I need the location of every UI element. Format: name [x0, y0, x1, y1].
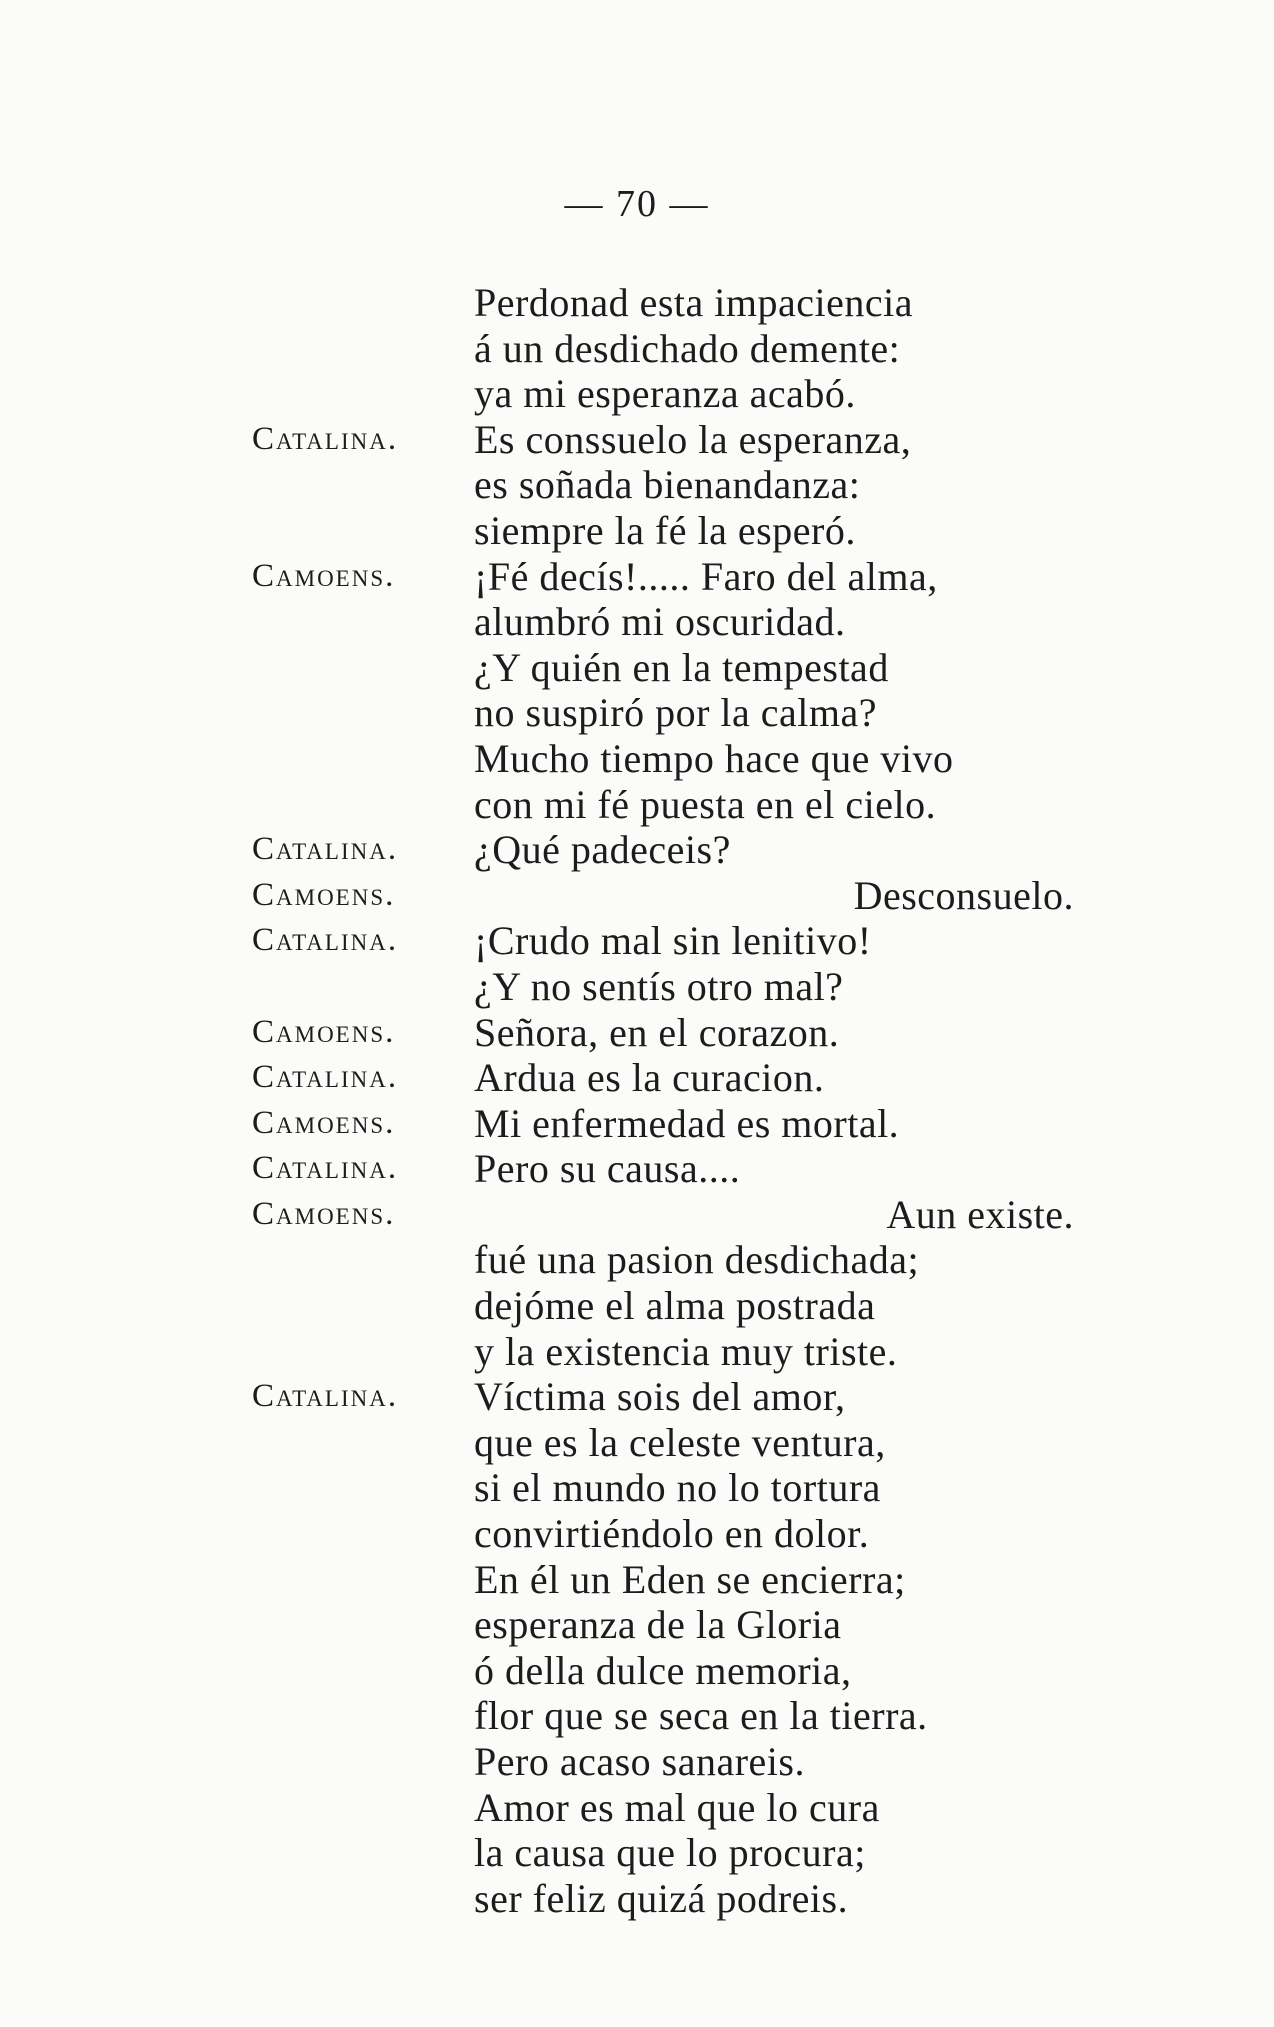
verse-text: Perdonad esta impaciencia: [474, 280, 913, 325]
verse-text: Desconsuelo.: [853, 872, 1074, 918]
verse-text: convirtiéndolo en dolor.: [474, 1511, 870, 1557]
verse-line: [0, 1693, 1274, 1739]
verse-line: [0, 1420, 1274, 1466]
verse-line: [0, 873, 1274, 919]
verse-text: Mi enfermedad es mortal.: [474, 1100, 900, 1146]
verse-line: [0, 690, 1274, 736]
speaker-name: Catalina.: [252, 420, 399, 457]
verse-text: dejóme el alma postrada: [474, 1283, 876, 1329]
verse-text: Señora, en el corazon.: [474, 1009, 840, 1055]
verse-line: [0, 1739, 1274, 1785]
verse-line: [0, 599, 1274, 645]
verse-text: Es conssuelo la esperanza,: [474, 416, 912, 462]
verse-text: Ardua es la curacion.: [474, 1055, 825, 1101]
verse-line: [0, 1010, 1274, 1056]
verse-text: y la existencia muy triste.: [474, 1328, 898, 1374]
verse-line: [0, 1648, 1274, 1694]
verse-line: [0, 1465, 1274, 1511]
verse-line: [0, 1876, 1274, 1922]
verse-line: [0, 371, 1274, 417]
verse-line: [0, 1237, 1274, 1283]
verse-text: Víctima sois del amor,: [474, 1374, 846, 1420]
verse-line: [0, 1283, 1274, 1329]
verse-line: [0, 417, 1274, 463]
verse-line: [0, 736, 1274, 782]
verse-line: [0, 645, 1274, 691]
verse-text: ó della dulce memoria,: [474, 1647, 852, 1693]
verse-line: [0, 1055, 1274, 1101]
verse-text: ya mi esperanza acabó.: [474, 371, 856, 417]
verse-line: [0, 508, 1274, 554]
speaker-name: Catalina.: [252, 1059, 399, 1096]
speaker-name: Camoens.: [252, 1013, 396, 1050]
verse-text: es soñada bienandanza:: [474, 462, 861, 508]
verse-line: [0, 1830, 1274, 1876]
verse-text: flor que se seca en la tierra.: [474, 1693, 928, 1739]
verse-line: [0, 280, 1274, 326]
speaker-name: Camoens.: [252, 557, 396, 594]
verse-line: [0, 1557, 1274, 1603]
verse-line: [0, 918, 1274, 964]
verse-text: fué una pasion desdichada;: [474, 1237, 920, 1283]
verse-text: ser feliz quizá podreis.: [474, 1875, 849, 1921]
verse-line: [0, 1101, 1274, 1147]
verse-text: ¡Crudo mal sin lenitivo!: [474, 918, 872, 964]
verse-line: [0, 1146, 1274, 1192]
verse-line: [0, 1374, 1274, 1420]
verse-line: [0, 1192, 1274, 1238]
verse-text: la causa que lo procura;: [474, 1830, 866, 1876]
verse-line: [0, 1511, 1274, 1557]
verse-text: ¿Y no sentís otro mal?: [474, 963, 844, 1009]
verse-line: [0, 827, 1274, 873]
speaker-name: Catalina.: [252, 1378, 399, 1415]
verse-text: Pero su causa....: [474, 1146, 741, 1192]
verse-line: [0, 1785, 1274, 1831]
verse-line: [0, 1329, 1274, 1375]
verse-text: Pero acaso sanareis.: [474, 1739, 805, 1784]
verse-line: [0, 462, 1274, 508]
verse-text: ¿Y quién en la tempestad: [474, 644, 889, 690]
verse-line: [0, 554, 1274, 600]
speaker-name: Catalina.: [252, 831, 399, 868]
verse-text: Mucho tiempo hace que vivo: [474, 735, 954, 781]
page-number: — 70 —: [564, 183, 710, 225]
verse-line: [0, 1602, 1274, 1648]
verse-text: que es la celeste ventura,: [474, 1419, 886, 1465]
verse-text: esperanza de la Gloria: [474, 1602, 842, 1648]
speaker-name: Catalina.: [252, 922, 399, 959]
verse-dialogue: [0, 280, 1274, 1921]
speaker-name: Camoens.: [252, 1104, 396, 1141]
verse-line: [0, 782, 1274, 828]
verse-line: [0, 326, 1274, 372]
verse-text: no suspiró por la calma?: [474, 690, 877, 736]
speaker-name: Catalina.: [252, 1150, 399, 1187]
verse-text: ¿Qué padeceis?: [474, 827, 731, 873]
speaker-name: Camoens.: [252, 1195, 396, 1232]
verse-text: Aun existe.: [886, 1191, 1074, 1237]
verse-text: En él un Eden se encierra;: [474, 1556, 906, 1602]
speaker-name: Camoens.: [252, 876, 396, 913]
verse-text: alumbró mi oscuridad.: [474, 599, 846, 645]
verse-text: á un desdichado demente:: [474, 325, 901, 371]
verse-text: ¡Fé decís!..... Faro del alma,: [474, 553, 938, 599]
verse-text: con mi fé puesta en el cielo.: [474, 781, 937, 827]
verse-text: siempre la fé la esperó.: [474, 507, 856, 553]
verse-text: si el mundo no lo tortura: [474, 1465, 881, 1511]
verse-line: [0, 964, 1274, 1010]
verse-text: Amor es mal que lo cura: [474, 1784, 880, 1830]
